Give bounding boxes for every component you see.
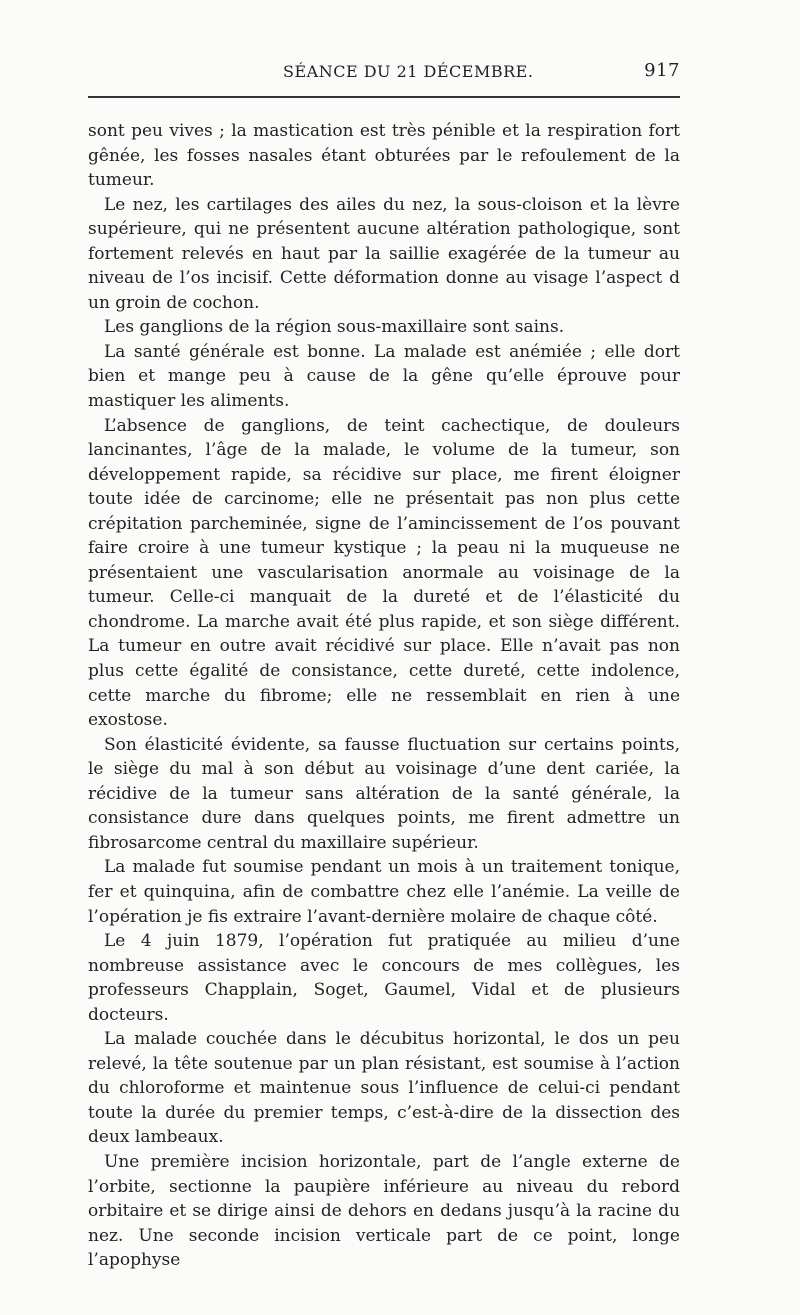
paragraph: La malade fut soumise pendant un mois à un traitement tonique, fer et quinquina, afin de combattre chez elle l’anémie. La veille de l’opération je fis extraire l’avant-dernière molaire de chaque côté. <box>88 857 680 927</box>
paragraph: Son élasticité évidente, sa fausse fluctuation sur certains points, le siège du mal à son début au voisinage d’une dent cariée, la récidive de la tumeur sans altération de la santé générale, la consistance dure dans quelques points, me firent admettre un fibrosarcome central du maxillaire supérieur. <box>88 734 680 853</box>
paragraph: L’absence de ganglions, de teint cachectique, de douleurs lancinantes, l’âge de la malade, le volume de la tumeur, son développement rapide, sa récidive sur place, me firent éloigner toute idée de carcinome; elle ne présentait pas non plus cette crépitation parcheminée, signe de l’amincissement de l’os pouvant faire croire à une tumeur kystique ; la peau ni la muqueuse ne présentaient une vascularisation anormale au voisinage de la tumeur. Celle-ci manquait de la dureté et de l’élasticité du chondrome. La marche avait été plus rapide, et son siège différent. La tumeur en outre avait récidivé sur place. Elle n’avait pas non plus cette égalité de consistance, cette dureté, cette indolence, cette marche du fibrome; elle ne ressemblait en rien à une exostose. <box>88 415 680 731</box>
body-text <box>88 119 680 1273</box>
paragraph: La santé générale est bonne. La malade est anémiée ; elle dort bien et mange peu à cause de la gêne qu’elle éprouve pour mastiquer les aliments. <box>88 341 680 412</box>
paragraph: Le 4 juin 1879, l’opération fut pratiquée au milieu d’une nombreuse assistance avec le concours de mes collègues, les professeurs Chapplain, Soget, Gaumel, Vidal et de plusieurs docteurs. <box>88 931 680 1025</box>
running-header <box>88 60 680 84</box>
paragraph: Le nez, les cartilages des ailes du nez, la sous-cloison et la lèvre supérieure, qui ne présentent aucune altération pathologique, sont fortement relevés en haut par la saillie exagérée de la tumeur au niveau de l’os incisif. Cette déformation donne au visage l’aspect d un groin de cochon. <box>88 194 680 313</box>
running-title: SÉANCE DU 21 DÉCEMBRE. <box>283 62 534 81</box>
page-number: 917 <box>644 60 680 81</box>
paragraph: La malade couchée dans le décubitus horizontal, le dos un peu relevé, la tête soutenue par un plan résistant, est soumise à l’action du chloroforme et maintenue sous l’influence de celui-ci pendant toute la durée du premier temps, c’est-à-dire de la dissection des deux lambeaux. <box>88 1029 680 1148</box>
paragraph: Les ganglions de la région sous-maxillaire sont sains. <box>104 317 565 338</box>
paragraph: Une première incision horizontale, part de l’angle externe de l’orbite, sectionne la paupière inférieure au niveau du rebord orbitaire et se dirige ainsi de dehors en dedans jusqu’à la racine du nez. Une seconde incision verticale part de ce point, longe l’apophyse <box>88 1151 680 1271</box>
paragraph: sont peu vives ; la mastication est très pénible et la respiration fort gênée, les fosses nasales étant obturées par le refoulement de la tumeur. <box>88 121 680 191</box>
header-rule <box>88 96 680 98</box>
